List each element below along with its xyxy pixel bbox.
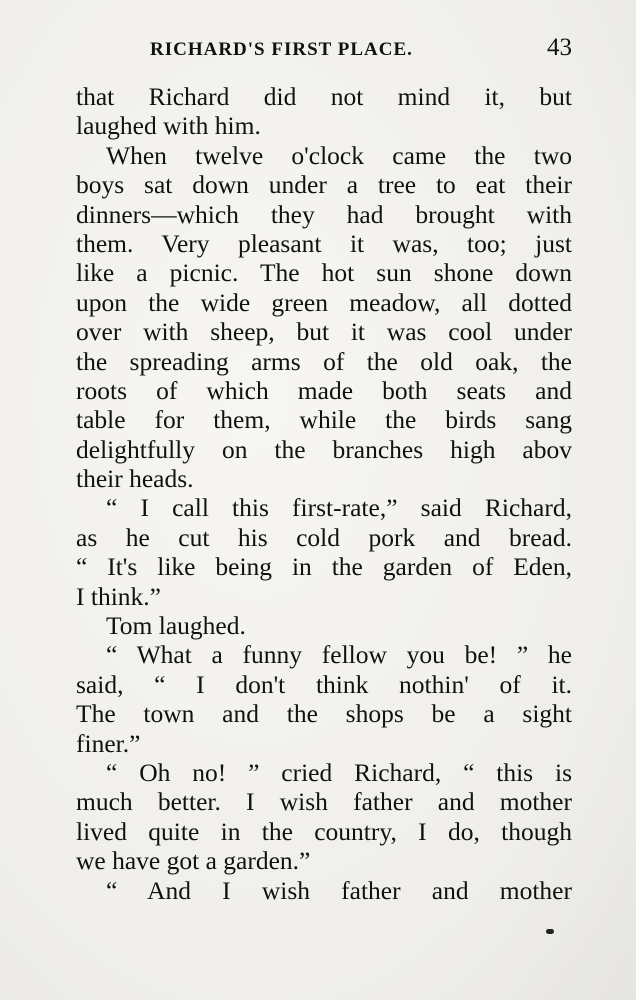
text-line: as he cut his cold pork and bread. xyxy=(76,522,572,552)
text-line: “ And I wish father and mother xyxy=(106,875,572,905)
text-line: Tom laughed. xyxy=(106,611,246,641)
text-line: the spreading arms of the old oak, the xyxy=(76,346,572,376)
text-line: their heads. xyxy=(76,464,194,494)
running-title: RICHARD'S FIRST PLACE. xyxy=(150,39,413,60)
ink-smudge xyxy=(546,929,554,934)
text-line: lived quite in the country, I do, though xyxy=(76,816,572,846)
text-line: upon the wide green meadow, all dotted xyxy=(76,287,572,317)
text-line: over with sheep, but it was cool under xyxy=(76,317,572,347)
text-line: said, “ I don't think nothin' of it. xyxy=(76,669,572,699)
text-line: like a picnic. The hot sun shone down xyxy=(76,258,572,288)
text-line: “ What a funny fellow you be! ” he xyxy=(106,640,572,670)
page-number: 43 xyxy=(547,34,572,61)
text-line: table for them, while the birds sang xyxy=(76,405,572,435)
text-line: The town and the shops be a sight xyxy=(76,699,572,729)
text-line: that Richard did not mind it, but xyxy=(76,82,572,111)
text-line: delightfully on the branches high abov xyxy=(76,434,572,464)
text-line: I think.” xyxy=(76,581,161,611)
body-text xyxy=(76,82,572,905)
text-line: we have got a garden.” xyxy=(76,846,311,876)
text-line: “ I call this first-rate,” said Richard, xyxy=(106,493,572,523)
text-line: dinners—which they had brought with xyxy=(76,199,572,229)
text-line: “ Oh no! ” cried Richard, “ this is xyxy=(106,757,572,787)
text-line: When twelve o'clock came the two xyxy=(106,140,572,170)
text-line: much better. I wish father and mother xyxy=(76,787,572,817)
text-line: them. Very pleasant it was, too; just xyxy=(76,228,572,258)
text-line: roots of which made both seats and xyxy=(76,375,572,405)
text-line: finer.” xyxy=(76,728,141,758)
text-line: boys sat down under a tree to eat their xyxy=(76,170,572,200)
text-line: “ It's like being in the garden of Eden, xyxy=(76,552,572,582)
running-head xyxy=(150,34,572,66)
text-line: laughed with him. xyxy=(76,111,261,141)
